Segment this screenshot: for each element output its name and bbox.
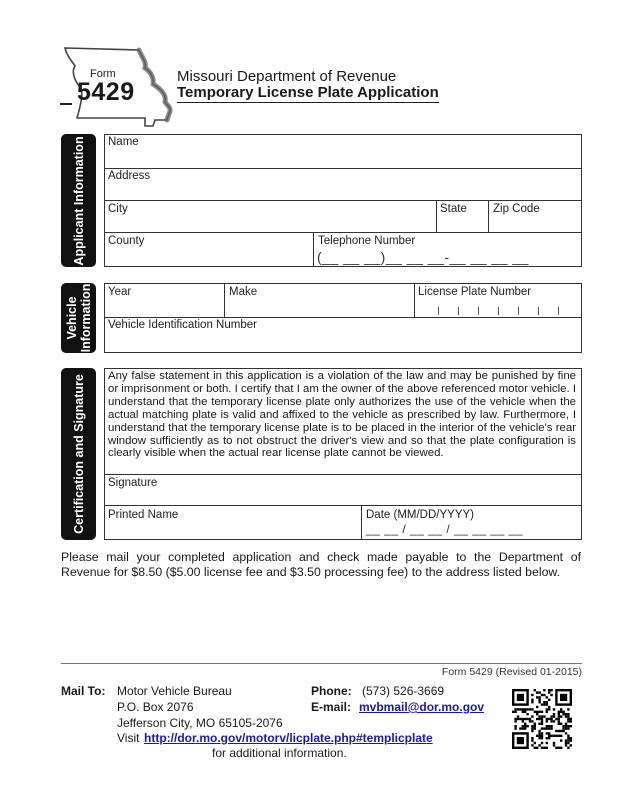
visit-label: Visit xyxy=(117,731,140,745)
section-title-applicant: Applicant Information xyxy=(71,135,86,266)
divider xyxy=(488,200,489,232)
divider xyxy=(104,317,582,318)
city-field[interactable]: City xyxy=(108,203,128,215)
agency-name: Missouri Department of Revenue xyxy=(177,68,397,85)
telephone-field[interactable]: Telephone Number xyxy=(318,235,416,247)
name-field[interactable]: Name xyxy=(108,136,139,148)
address-line-3: Jefferson City, MO 65105-2076 xyxy=(117,716,283,730)
divider xyxy=(436,200,437,232)
plate-char-divider xyxy=(438,307,439,315)
form-number-underline xyxy=(60,103,72,105)
section-title-certification: Certification and Signature xyxy=(71,374,86,534)
divider xyxy=(104,168,582,169)
telephone-blank[interactable]: (__ __ __)__ __ __-__ __ __ __ xyxy=(317,249,529,265)
divider xyxy=(104,232,582,233)
website-link[interactable]: http://dor.mo.gov/motorv/licplate.php#templicplate xyxy=(144,731,433,745)
year-field[interactable]: Year xyxy=(108,286,132,298)
additional-info: for additional information. xyxy=(212,746,347,760)
vehicle-title-line2: Information xyxy=(78,283,93,353)
signature-field[interactable]: Signature xyxy=(108,477,158,489)
vehicle-title-line1: Vehicle xyxy=(64,296,79,340)
zip-field[interactable]: Zip Code xyxy=(493,203,540,215)
section-tab-applicant xyxy=(61,134,96,267)
printed-name-field[interactable]: Printed Name xyxy=(108,509,179,521)
revision-note: Form 5429 (Revised 01-2015) xyxy=(441,666,582,678)
address-line-1: Motor Vehicle Bureau xyxy=(117,684,232,698)
address-line-2: P.O. Box 2076 xyxy=(117,700,194,714)
email-link[interactable]: mvbmail@dor.mo.gov xyxy=(359,700,485,714)
mailing-instructions: Please mail your completed application and check made payable to the Department of Revenue for $8.50 ($5.00 license fee and $3.50 processing fee) to the address listed below. xyxy=(61,550,581,579)
plate-char-divider xyxy=(498,307,499,315)
section-tab-certification xyxy=(61,368,96,540)
plate-char-divider xyxy=(518,307,519,315)
form-label: Form xyxy=(90,68,116,80)
date-field[interactable]: Date (MM/DD/YYYY) xyxy=(366,509,474,521)
phone-number: (573) 526-3669 xyxy=(362,684,445,698)
divider xyxy=(104,474,582,475)
qr-code-icon[interactable] xyxy=(512,689,572,749)
phone-label: Phone: xyxy=(311,684,352,698)
plate-char-divider xyxy=(478,307,479,315)
section-tab-vehicle xyxy=(61,283,96,353)
section-title-vehicle xyxy=(65,284,93,353)
plate-char-divider xyxy=(538,307,539,315)
date-blank[interactable]: __ __ / __ __ / __ __ __ __ xyxy=(366,522,523,536)
plate-char-divider xyxy=(458,307,459,315)
divider xyxy=(361,505,362,540)
state-field[interactable]: State xyxy=(440,203,467,215)
divider xyxy=(104,505,582,506)
divider xyxy=(313,232,314,267)
vin-field[interactable]: Vehicle Identification Number xyxy=(108,319,257,331)
divider xyxy=(224,283,225,317)
page-title: Temporary License Plate Application xyxy=(177,84,439,101)
footer-rule xyxy=(61,663,582,664)
divider xyxy=(104,200,582,201)
email-label: E-mail: xyxy=(311,700,352,714)
make-field[interactable]: Make xyxy=(229,286,258,298)
mail-to-label: Mail To: xyxy=(61,684,106,698)
address-field[interactable]: Address xyxy=(108,170,151,182)
divider xyxy=(414,283,415,317)
plate-char-divider xyxy=(558,307,559,315)
form-number: 5429 xyxy=(77,78,135,106)
certification-statement: Any false statement in this application is a violation of the law and may be punished by fine or imprisonment or both. I certify that I am the owner of the above referenced motor vehicle. I understand that the temporary license plate only authorizes the use of the vehicle when the actual matching plate is valid and affixed to the vehicle as prescribed by law. Furthermore, I understand that the temporary license plate is to be placed in the interior of the vehicle's rear window sufficiently as to not obstruct the driver's view and so that the plate configuration is clearly visible when the actual rear license plate cannot be viewed. xyxy=(108,370,576,460)
plate-number-field[interactable]: License Plate Number xyxy=(418,286,532,298)
county-field[interactable]: County xyxy=(108,235,145,247)
